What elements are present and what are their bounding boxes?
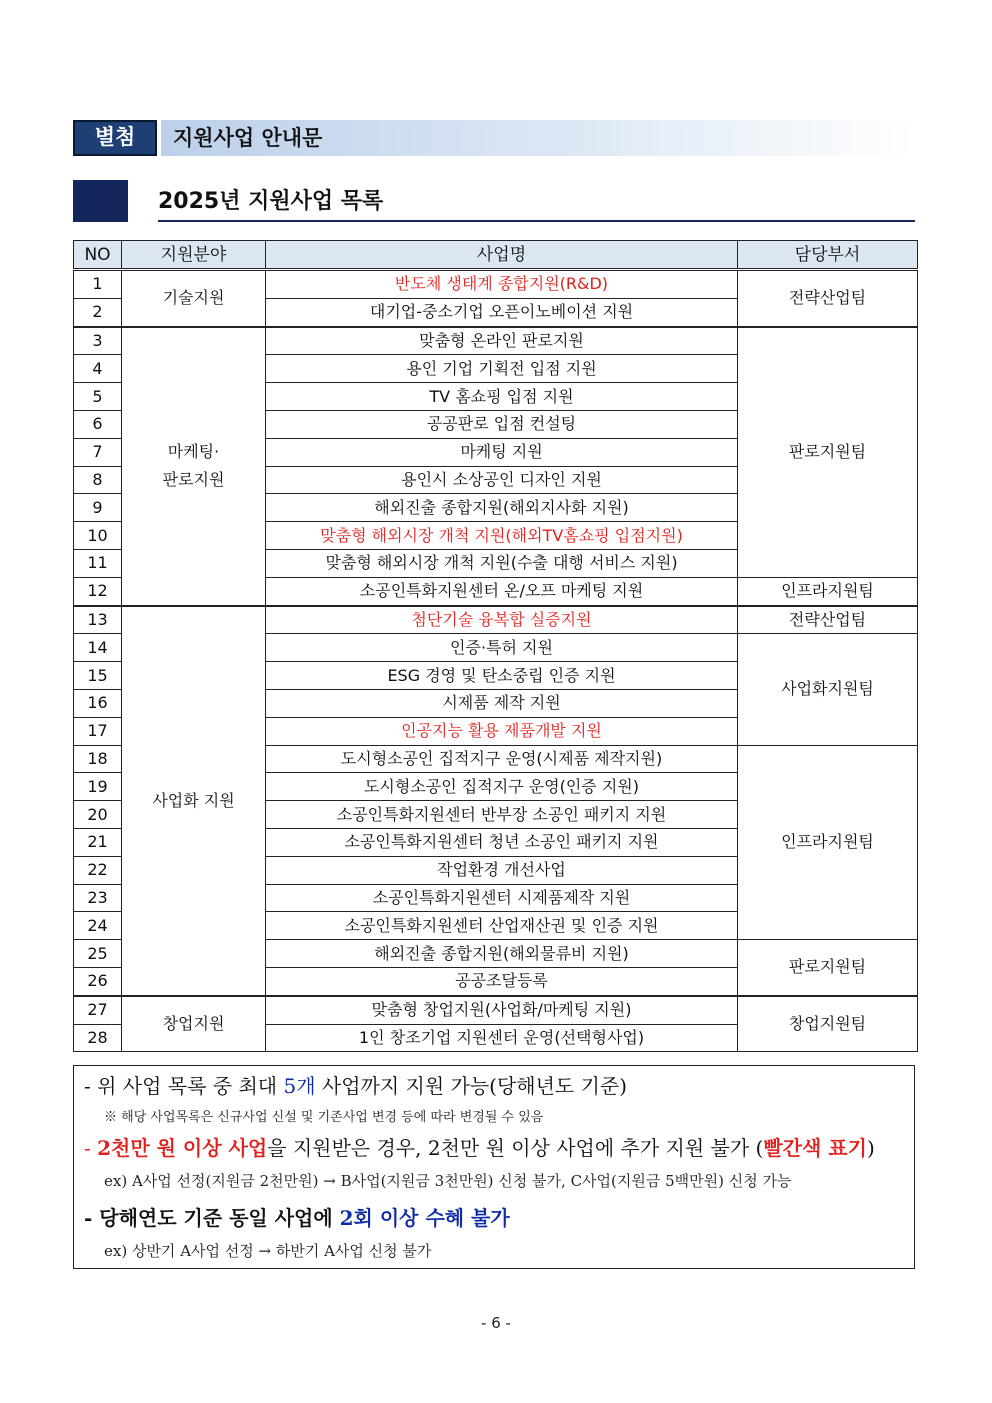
program-name: 맞춤형 창업지원(사업화/마케팅 지원) [266,996,738,1024]
program-name: 소공인특화지원센터 반부장 소공인 패키지 지원 [266,801,738,829]
section-underline [158,220,915,222]
note-repeat-rule [84,1202,510,1231]
program-name: 마케팅 지원 [266,438,738,466]
note-text: 을 지원받은 경우, 2천만 원 이상 사업에 추가 지원 불가 ( [267,1136,764,1160]
category-line: 판로지원 [162,470,225,490]
note-text: ) [866,1136,875,1160]
program-name: 해외진출 종합지원(해외물류비 지원) [266,940,738,968]
category-cell [122,327,266,606]
row-no: 28 [74,1024,122,1052]
note-highlight: 2천만 원 이상 사업 [97,1136,268,1160]
program-name: 반도체 생태계 종합지원(R&D) [266,270,738,299]
note-example-1: ex) A사업 선정(지원금 2천만원) → B사업(지원금 3천만원) 신청 불가, C사업(지원금 5백만원) 신청 가능 [104,1172,792,1190]
department-cell: 사업화지원팀 [738,634,918,745]
appendix-header [73,120,915,156]
table-header-row [74,241,918,270]
table-row [74,270,918,299]
row-no: 25 [74,940,122,968]
program-name: 1인 창조기업 지원센터 운영(선택형사업) [266,1024,738,1052]
section-heading [73,180,915,224]
category-line: 마케팅· [167,442,220,462]
category-cell: 창업지원 [122,996,266,1052]
row-no: 13 [74,606,122,634]
department-cell: 전략산업팀 [738,606,918,634]
page-number: - 6 - [481,1314,511,1332]
row-no: 16 [74,689,122,717]
program-name: 용인 기업 기획전 입점 지원 [266,355,738,383]
program-name: 해외진출 종합지원(해외지사화 지원) [266,494,738,522]
department-cell: 전략산업팀 [738,270,918,327]
program-name: 공공조달등록 [266,967,738,995]
program-name: ESG 경영 및 탄소중립 인증 지원 [266,662,738,690]
category-cell: 사업화 지원 [122,606,266,996]
program-name: 도시형소공인 집적지구 운영(시제품 제작지원) [266,745,738,773]
note-text: - 당해연도 기준 동일 사업에 [84,1206,340,1230]
program-name: TV 홈쇼핑 입점 지원 [266,383,738,411]
note-example-2: ex) 상반기 A사업 선정 → 하반기 A사업 신청 불가 [104,1242,432,1260]
column-header-field: 지원분야 [122,241,266,270]
note-max-programs [84,1070,627,1099]
note-highlight: 빨간색 표기 [763,1136,867,1160]
column-header-program: 사업명 [266,241,738,270]
program-name: 맞춤형 온라인 판로지원 [266,327,738,355]
row-no: 10 [74,522,122,550]
row-no: 11 [74,549,122,577]
row-no: 7 [74,438,122,466]
row-no: 20 [74,801,122,829]
program-name: 도시형소공인 집적지구 운영(인증 지원) [266,773,738,801]
row-no: 24 [74,912,122,940]
appendix-badge: 별첨 [73,120,157,156]
row-no: 15 [74,662,122,690]
note-red-rule [84,1132,875,1161]
column-header-department: 담당부서 [738,241,918,270]
row-no: 26 [74,967,122,995]
program-name: 소공인특화지원센터 온/오프 마케팅 지원 [266,577,738,605]
row-no: 2 [74,298,122,326]
program-name: 인공지능 활용 제품개발 지원 [266,717,738,745]
note-highlight: 2회 이상 수혜 불가 [339,1206,510,1230]
program-name: 소공인특화지원센터 산업재산권 및 인증 지원 [266,912,738,940]
section-title: 2025년 지원사업 목록 [158,189,384,214]
row-no: 21 [74,828,122,856]
department-cell: 창업지원팀 [738,996,918,1052]
row-no: 3 [74,327,122,355]
notes-box [73,1065,915,1269]
row-no: 9 [74,494,122,522]
program-name: 인증·특허 지원 [266,634,738,662]
program-name: 소공인특화지원센터 시제품제작 지원 [266,884,738,912]
department-cell: 판로지원팀 [738,940,918,996]
row-no: 23 [74,884,122,912]
table-row [74,327,918,355]
row-no: 17 [74,717,122,745]
program-name: 맞춤형 해외시장 개척 지원(해외TV홈쇼핑 입점지원) [266,522,738,550]
note-text: 사업까지 지원 가능(당해년도 기준) [315,1074,628,1098]
program-name: 시제품 제작 지원 [266,689,738,717]
department-cell: 판로지원팀 [738,327,918,578]
row-no: 12 [74,577,122,605]
row-no: 19 [74,773,122,801]
row-no: 18 [74,745,122,773]
support-program-table [73,240,918,1052]
column-header-no: NO [74,241,122,270]
table-row [74,996,918,1024]
section-marker [73,180,128,222]
note-dash: - [84,1136,98,1160]
program-name: 첨단기술 융복합 실증지원 [266,606,738,634]
row-no: 27 [74,996,122,1024]
table-row [74,606,918,634]
department-cell: 인프라지원팀 [738,577,918,605]
note-highlight: 5개 [283,1074,316,1098]
row-no: 4 [74,355,122,383]
row-no: 8 [74,466,122,494]
row-no: 22 [74,856,122,884]
row-no: 6 [74,410,122,438]
appendix-title: 지원사업 안내문 [173,126,323,150]
program-name: 대기업-중소기업 오픈이노베이션 지원 [266,298,738,326]
program-name: 용인시 소상공인 디자인 지원 [266,466,738,494]
row-no: 5 [74,383,122,411]
program-name: 작업환경 개선사업 [266,856,738,884]
department-cell: 인프라지원팀 [738,745,918,940]
row-no: 1 [74,270,122,299]
note-text: - 위 사업 목록 중 최대 [84,1074,284,1098]
category-cell: 기술지원 [122,270,266,327]
program-name: 맞춤형 해외시장 개척 지원(수출 대행 서비스 지원) [266,549,738,577]
program-name: 소공인특화지원센터 청년 소공인 패키지 지원 [266,828,738,856]
row-no: 14 [74,634,122,662]
program-name: 공공판로 입점 컨설팅 [266,410,738,438]
note-disclaimer: ※ 해당 사업목록은 신규사업 신설 및 기존사업 변경 등에 따라 변경될 수 있음 [104,1110,544,1125]
